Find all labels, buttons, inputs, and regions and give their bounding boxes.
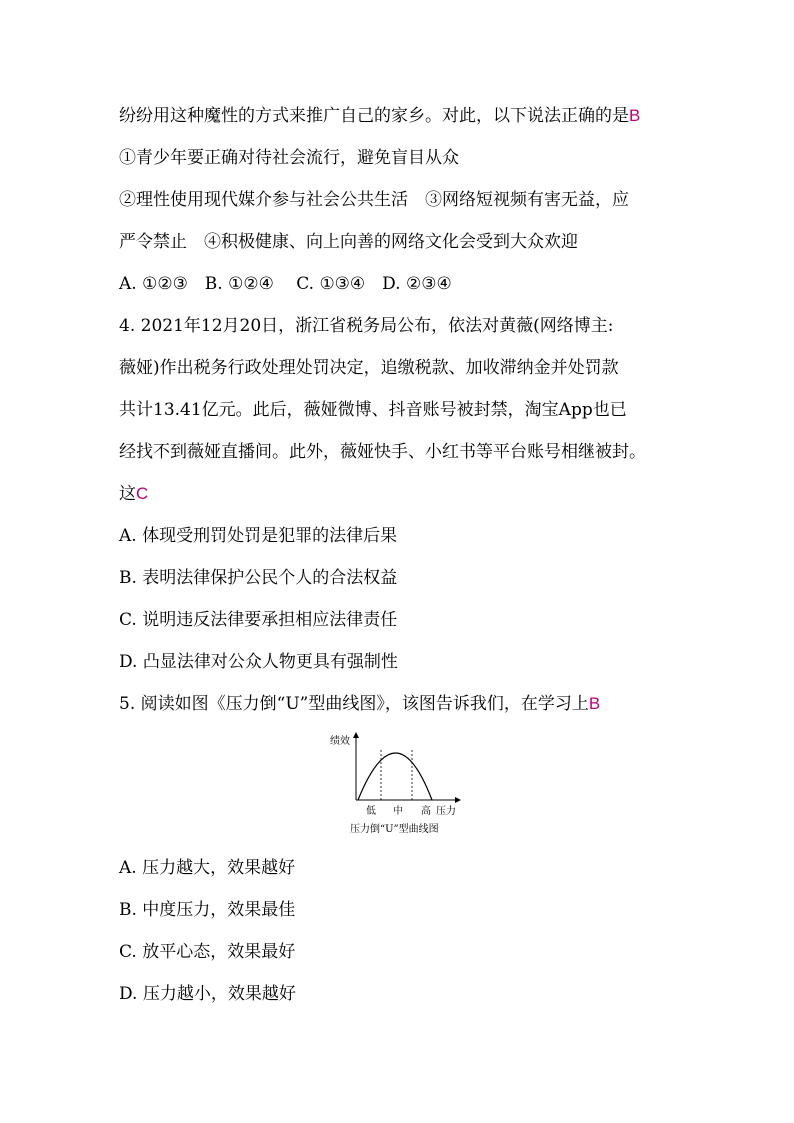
q5-option-c: C. 放平心态，效果最好 — [119, 942, 296, 962]
q5-option-b: B. 中度压力，效果最佳 — [119, 900, 296, 920]
q4-option-d: D. 凸显法律对公众人物更具有强制性 — [119, 652, 398, 672]
q3-statement-2-3: ②理性使用现代媒介参与社会公共生活 ③网络短视频有害无益，应 — [119, 190, 629, 210]
q3-stem-text: 纷纷用这种魔性的方式来推广自己的家乡。对此，以下说法正确的是 — [119, 106, 629, 126]
pressure-curve-figure — [328, 728, 478, 840]
q4-option-c: C. 说明违反法律要承担相应法律责任 — [119, 610, 398, 630]
y-axis-arrow — [353, 732, 359, 738]
q5-option-a: A. 压力越大，效果越好 — [119, 858, 296, 878]
q5-option-d: D. 压力越小，效果越好 — [119, 984, 296, 1004]
q4-option-b: B. 表明法律保护公民个人的合法权益 — [119, 568, 398, 588]
inverted-u-curve — [358, 753, 432, 800]
x-label-high: 高 — [421, 806, 431, 817]
q3-answer: B — [629, 106, 641, 125]
q3-stem-end — [119, 104, 640, 128]
q4-line-5 — [119, 482, 148, 506]
q4-line-4: 经找不到薇娅直播间。此外，薇娅快手、小红书等平台账号相继被封。 — [119, 442, 646, 462]
q4-answer: C — [136, 484, 149, 503]
q3-statement-1: ①青少年要正确对待社会流行，避免盲目从众 — [119, 148, 459, 168]
q4-option-a: A. 体现受刑罚处罚是犯罪的法律后果 — [119, 526, 398, 546]
y-axis-label: 绩效 — [330, 736, 350, 747]
q5-stem — [119, 692, 600, 716]
x-label-low: 低 — [366, 806, 376, 817]
x-axis-arrow — [455, 797, 461, 803]
q3-statement-3-4: 严令禁止 ④积极健康、向上向善的网络文化会受到大众欢迎 — [119, 232, 578, 252]
q5-answer: B — [588, 694, 601, 713]
q4-line-1: 4. 2021年12月20日，浙江省税务局公布，依法对黄薇(网络博主: — [119, 316, 614, 336]
x-label-mid: 中 — [393, 806, 403, 817]
x-axis-label: 压力 — [436, 806, 456, 817]
q4-line-3: 共计13.41亿元。此后，薇娅微博、抖音账号被封禁，淘宝App也已 — [119, 400, 627, 420]
q5-stem-text: 5. 阅读如图《压力倒“U”型曲线图》，该图告诉我们，在学习上 — [119, 694, 589, 714]
q3-options: A. ①②③ B. ①②④ C. ①③④ D. ②③④ — [119, 274, 452, 294]
figure-caption: 压力倒“U”型曲线图 — [350, 824, 439, 835]
q4-line-5-text: 这 — [119, 484, 136, 504]
q4-line-2: 薇娅)作出税务行政处理处罚决定，追缴税款、加收滞纳金并处罚款 — [119, 358, 619, 378]
